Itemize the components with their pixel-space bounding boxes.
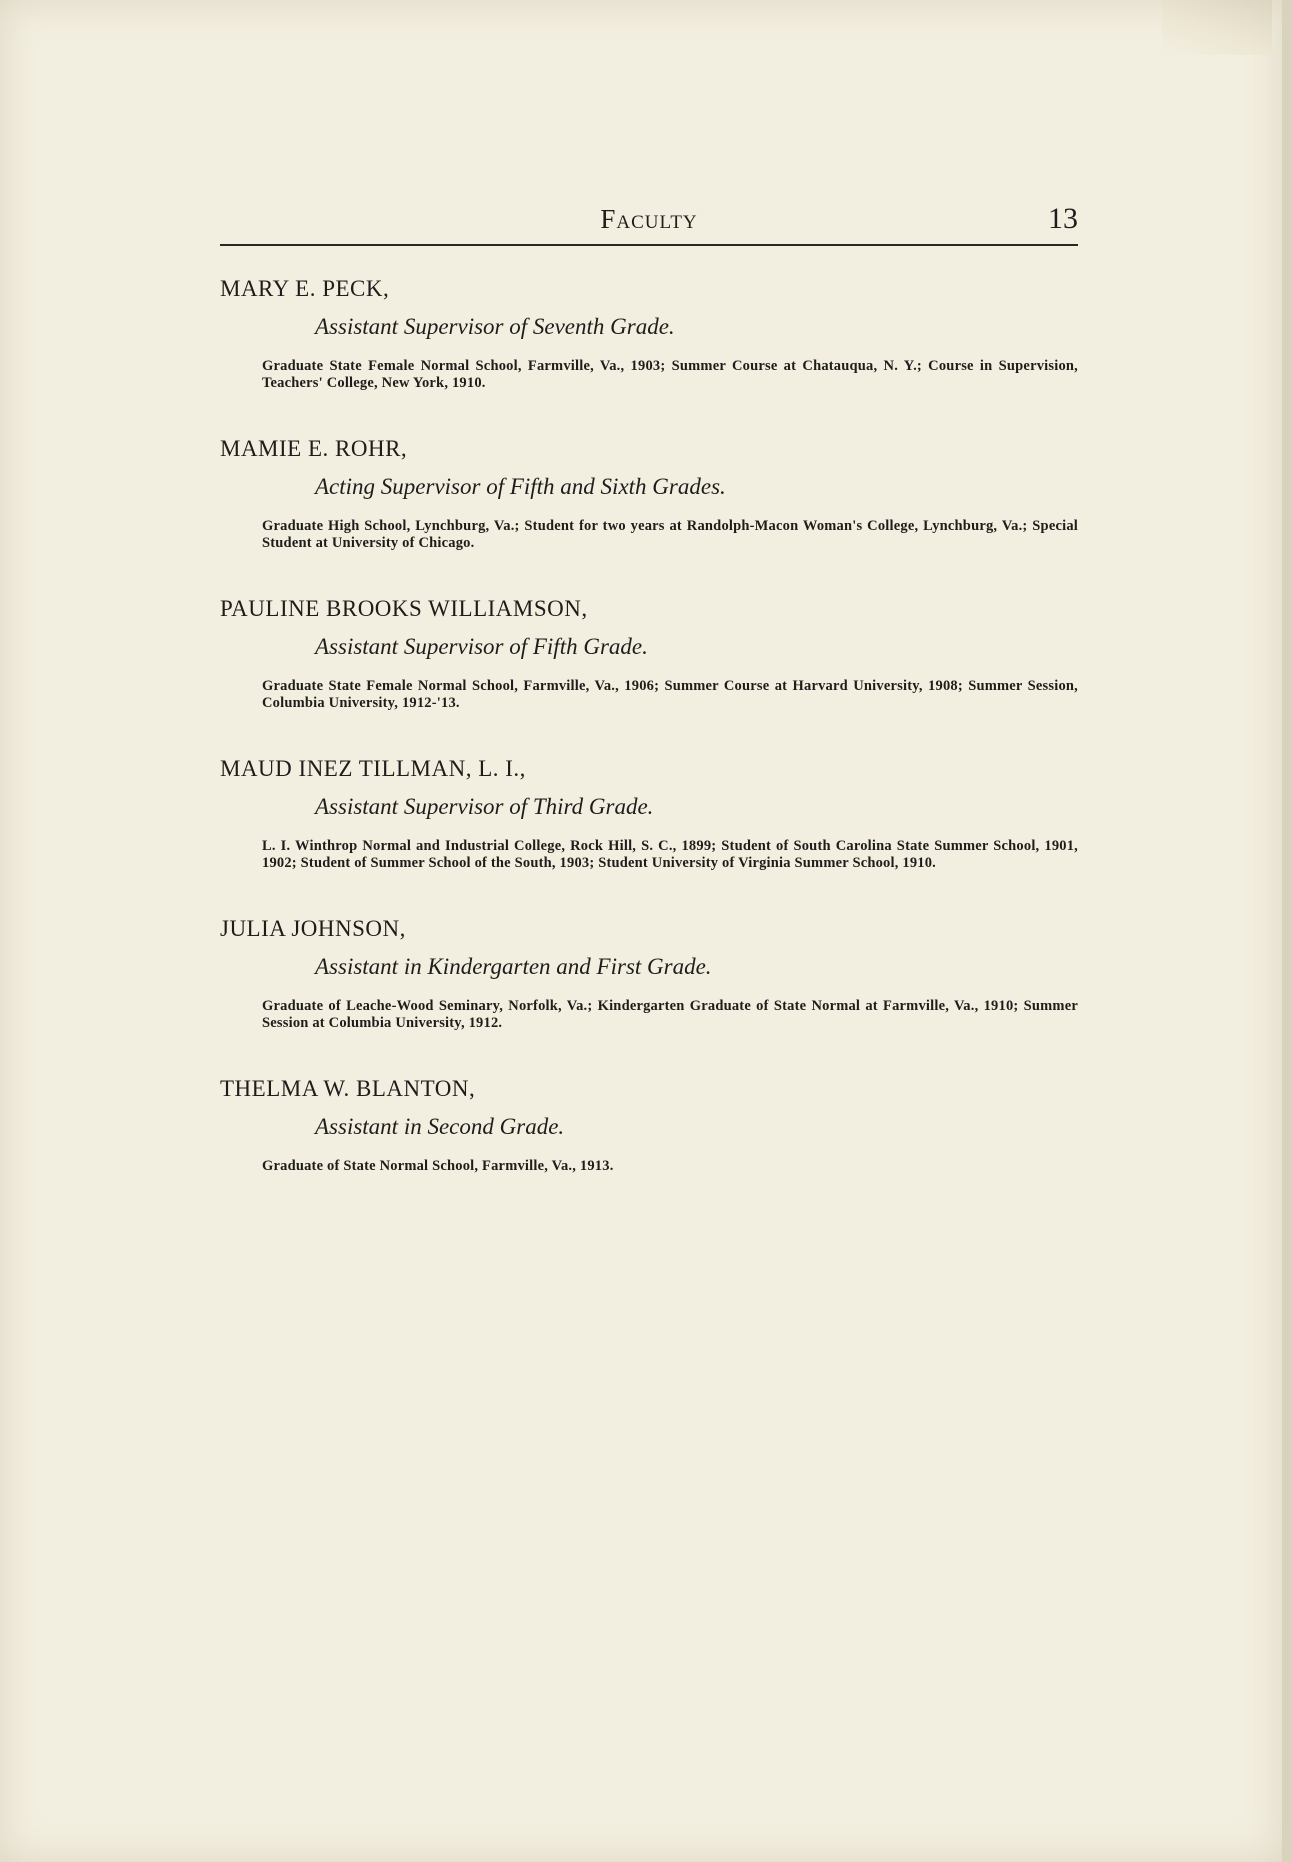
faculty-entry: [220, 912, 1078, 1032]
faculty-title: Assistant in Second Grade.: [315, 1114, 565, 1139]
faculty-credentials: Graduate State Female Normal School, Farmville, Va., 1903; Summer Course at Chatauqua, N. Y.; Course in Supervision, Teachers' College, New York, 1910.: [262, 358, 1078, 391]
faculty-entry: [220, 592, 1078, 712]
page-corner-fold: [1162, 0, 1272, 55]
running-head: Faculty: [600, 204, 698, 234]
faculty-credentials: Graduate State Female Normal School, Farmville, Va., 1906; Summer Course at Harvard University, 1908; Summer Session, Columbia University, 1912-'13.: [262, 678, 1078, 711]
faculty-credentials: Graduate of State Normal School, Farmville, Va., 1913.: [262, 1158, 614, 1174]
faculty-name: PAULINE BROOKS WILLIAMSON,: [220, 596, 588, 621]
faculty-entry: [220, 432, 1078, 552]
faculty-title: Assistant in Kindergarten and First Grade.: [315, 954, 712, 979]
faculty-title: Acting Supervisor of Fifth and Sixth Grades.: [315, 474, 726, 499]
faculty-list: [220, 272, 1078, 1215]
faculty-credentials: L. I. Winthrop Normal and Industrial College, Rock Hill, S. C., 1899; Student of South Carolina State Summer School, 1901, 1902; Student of Summer School of the South, 1903; Student University of Virginia Summer School, 1910.: [262, 838, 1078, 871]
faculty-entry: [220, 1072, 1078, 1175]
page-number: 13: [1048, 202, 1078, 235]
faculty-name: JULIA JOHNSON,: [220, 916, 406, 941]
faculty-entry: [220, 272, 1078, 392]
faculty-name: MAMIE E. ROHR,: [220, 436, 408, 461]
faculty-credentials: Graduate of Leache-Wood Seminary, Norfolk, Va.; Kindergarten Graduate of State Normal at Farmville, Va., 1910; Summer Session at Columbia University, 1912.: [262, 998, 1078, 1031]
page-header: [220, 200, 1078, 246]
faculty-credentials: Graduate High School, Lynchburg, Va.; Student for two years at Randolph-Macon Woman's College, Lynchburg, Va.; Special Student at University of Chicago.: [262, 518, 1078, 551]
faculty-title: Assistant Supervisor of Fifth Grade.: [315, 634, 648, 659]
faculty-name: MARY E. PECK,: [220, 276, 390, 301]
faculty-title: Assistant Supervisor of Third Grade.: [315, 794, 654, 819]
faculty-entry: [220, 752, 1078, 872]
faculty-name: MAUD INEZ TILLMAN, L. I.,: [220, 756, 526, 781]
faculty-name: THELMA W. BLANTON,: [220, 1076, 476, 1101]
faculty-title: Assistant Supervisor of Seventh Grade.: [315, 314, 675, 339]
